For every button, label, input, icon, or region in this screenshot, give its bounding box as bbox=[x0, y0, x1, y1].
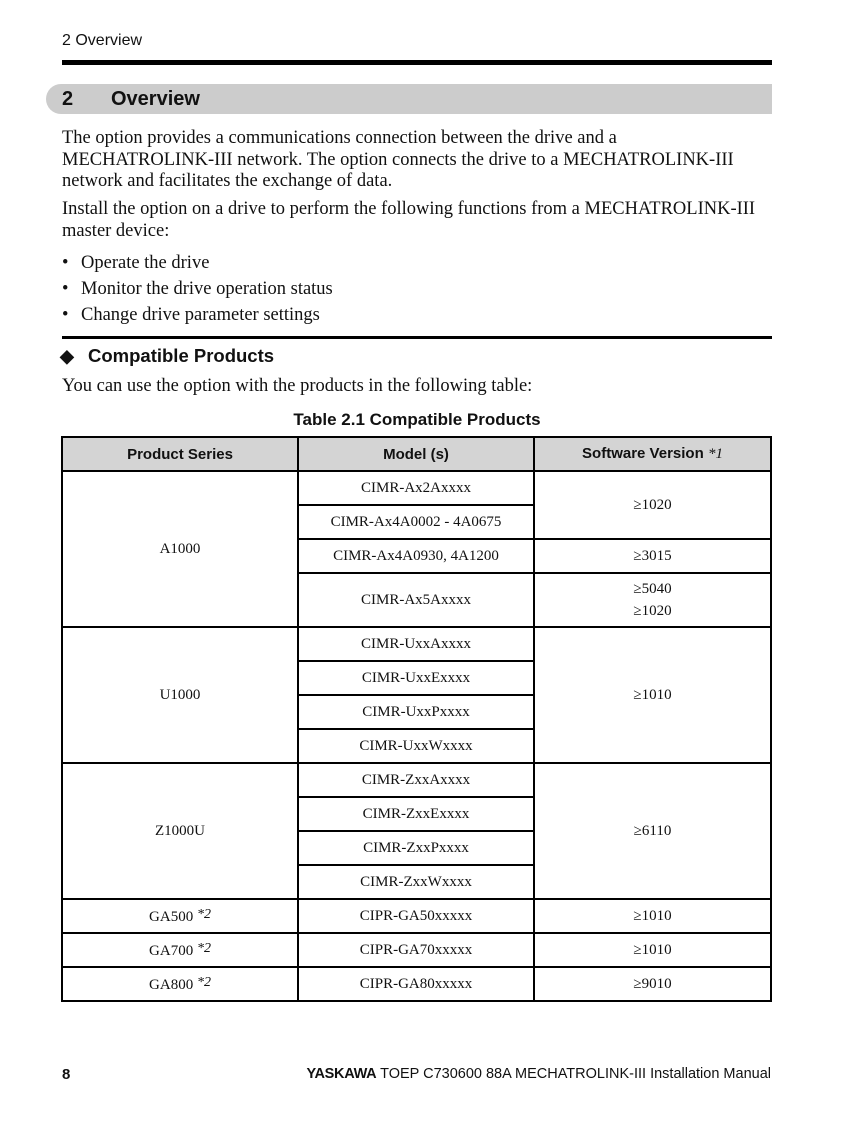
compatible-products-table bbox=[61, 436, 772, 1002]
series-cell: GA800 *2 bbox=[62, 967, 298, 1001]
list-item: • Change drive parameter settings bbox=[62, 305, 320, 325]
model-cell: CIPR-GA70xxxxx bbox=[298, 933, 534, 967]
series-cell: GA700 *2 bbox=[62, 933, 298, 967]
table-row bbox=[62, 763, 771, 797]
section-rule bbox=[62, 336, 772, 339]
model-cell: CIMR-ZxxWxxxx bbox=[298, 865, 534, 899]
table-header-row bbox=[62, 437, 771, 471]
table-row bbox=[62, 933, 771, 967]
model-cell: CIMR-Ax4A0002 - 4A0675 bbox=[298, 505, 534, 539]
footer-title: YASKAWA TOEP C730600 88A MECHATROLINK-III Installation Manual bbox=[306, 1066, 771, 1082]
section-intro: You can use the option with the products in the following table: bbox=[62, 376, 533, 396]
model-cell: CIMR-UxxPxxxx bbox=[298, 695, 534, 729]
function-list bbox=[62, 251, 333, 329]
table-row bbox=[62, 967, 771, 1001]
intro-paragraph: The option provides a communications connection between the drive and a MECHATROLINK-III network. The option connects the drive to a MECHATROLINK-III network and facilitates the exchange of data. bbox=[62, 128, 734, 191]
header-models: Model (s) bbox=[298, 437, 534, 471]
section-heading: ◆ Compatible Products bbox=[60, 345, 275, 366]
model-cell: CIMR-Ax4A0930, 4A1200 bbox=[298, 539, 534, 573]
chapter-number: 2 bbox=[62, 88, 74, 110]
diamond-icon: ◆ bbox=[60, 346, 74, 366]
series-cell: A1000 bbox=[62, 471, 298, 627]
header-product-series: Product Series bbox=[62, 437, 298, 471]
model-cell: CIMR-ZxxExxxx bbox=[298, 797, 534, 831]
model-cell: CIMR-ZxxPxxxx bbox=[298, 831, 534, 865]
version-cell: ≥1010 bbox=[534, 933, 771, 967]
version-cell: ≥5040 ≥1020 bbox=[534, 573, 771, 627]
version-cell: ≥1010 bbox=[534, 899, 771, 933]
model-cell: CIMR-UxxWxxxx bbox=[298, 729, 534, 763]
version-cell: ≥3015 bbox=[534, 539, 771, 573]
list-item: • Operate the drive bbox=[62, 253, 210, 273]
list-item: • Monitor the drive operation status bbox=[62, 279, 333, 299]
running-head: 2 Overview bbox=[62, 32, 143, 49]
brand-name: YASKAWA bbox=[306, 1066, 377, 1082]
series-cell: U1000 bbox=[62, 627, 298, 763]
table-row bbox=[62, 627, 771, 661]
page-number: 8 bbox=[62, 1066, 71, 1083]
table-row bbox=[62, 471, 771, 505]
model-cell: CIPR-GA50xxxxx bbox=[298, 899, 534, 933]
series-cell: Z1000U bbox=[62, 763, 298, 899]
model-cell: CIMR-UxxAxxxx bbox=[298, 627, 534, 661]
model-cell: CIMR-Ax2Axxxx bbox=[298, 471, 534, 505]
version-cell: ≥6110 bbox=[534, 763, 771, 899]
model-cell: CIMR-ZxxAxxxx bbox=[298, 763, 534, 797]
model-cell: CIMR-UxxExxxx bbox=[298, 661, 534, 695]
chapter-title: Overview bbox=[111, 88, 200, 110]
version-cell: ≥9010 bbox=[534, 967, 771, 1001]
series-cell: GA500 *2 bbox=[62, 899, 298, 933]
header-rule bbox=[62, 60, 772, 65]
model-cell: CIMR-Ax5Axxxx bbox=[298, 573, 534, 627]
table-caption: Table 2.1 Compatible Products bbox=[293, 410, 541, 429]
version-cell: ≥1020 bbox=[534, 471, 771, 539]
functions-paragraph: Install the option on a drive to perform the following functions from a MECHATROLINK-III master device: bbox=[62, 199, 756, 241]
header-software-version: Software Version *1 bbox=[534, 437, 771, 471]
model-cell: CIPR-GA80xxxxx bbox=[298, 967, 534, 1001]
table-row bbox=[62, 899, 771, 933]
version-cell: ≥1010 bbox=[534, 627, 771, 763]
